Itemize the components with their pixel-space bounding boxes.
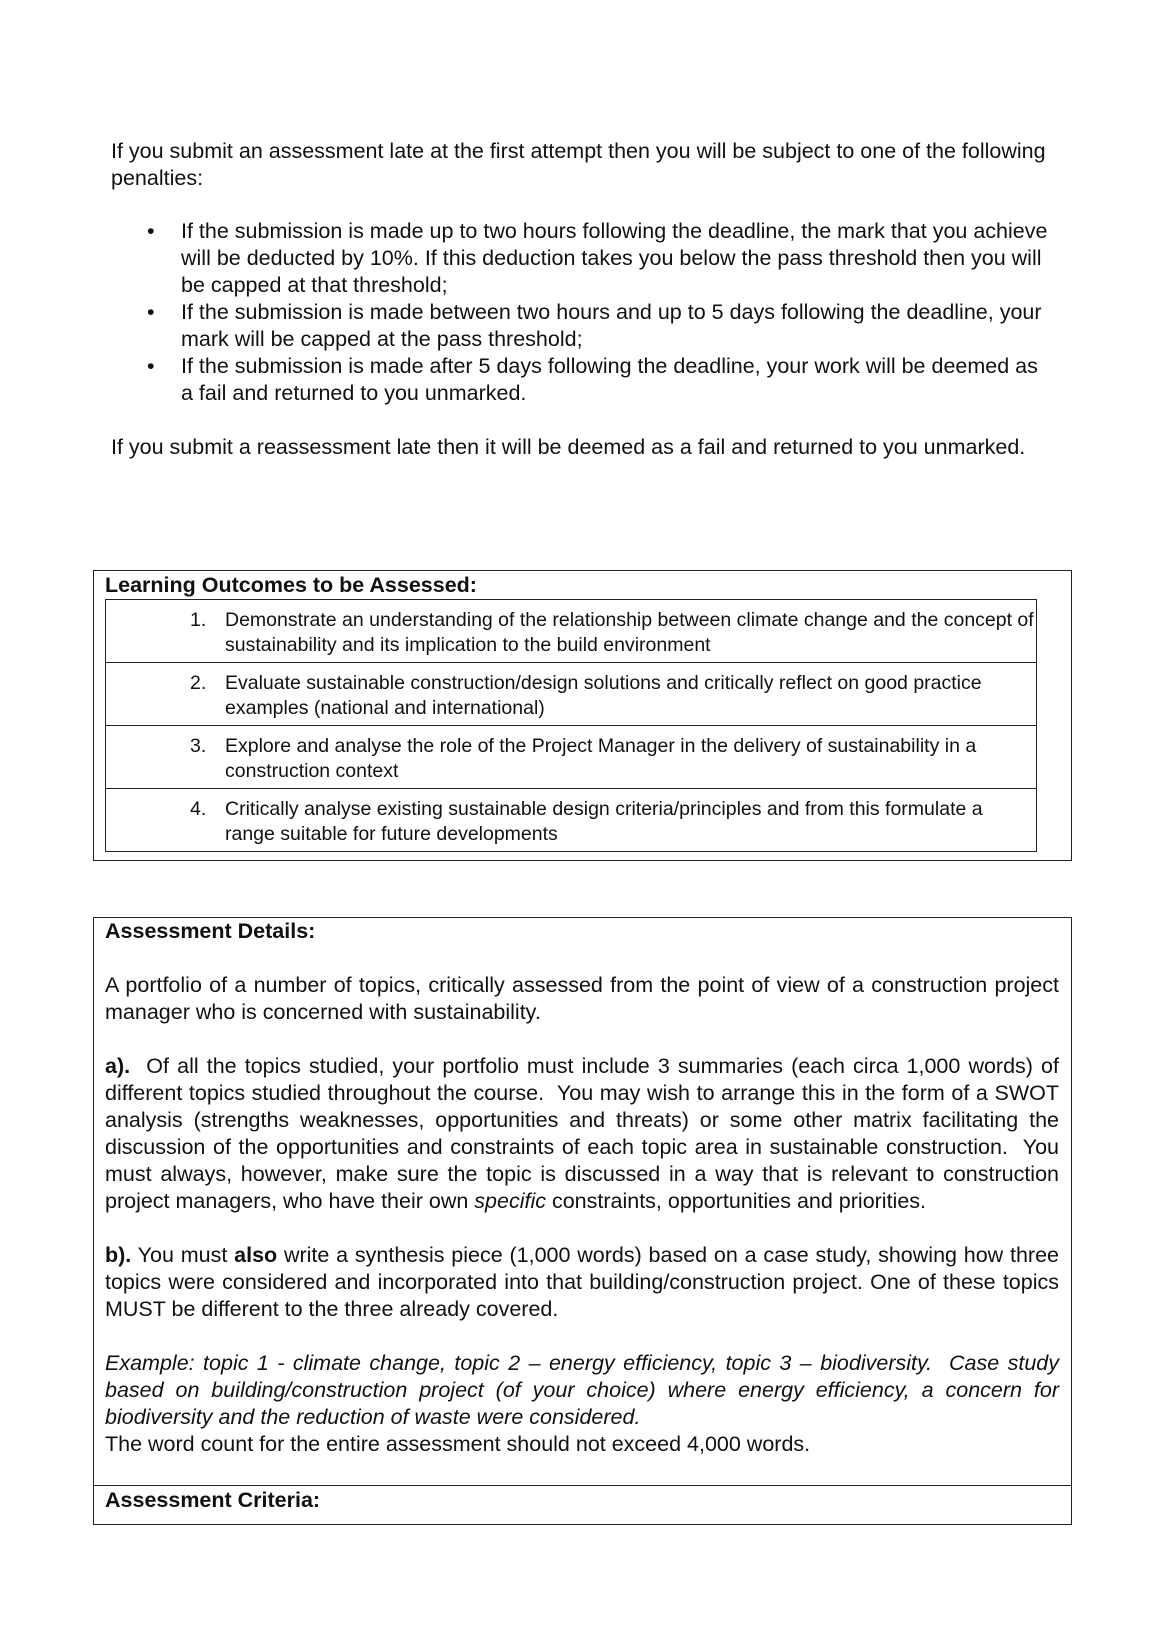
assessment-details-content: [105, 918, 1065, 1458]
penalty-item: [111, 218, 1051, 299]
part-b-emphasis: also: [234, 1243, 278, 1267]
outcome-cell: [106, 600, 1037, 663]
part-a-text-end: constraints, opportunities and priorities.: [545, 1189, 927, 1213]
outcome-number: 4.: [190, 798, 207, 820]
word-count-note: The word count for the entire assessment should not exceed 4,000 words.: [105, 1432, 811, 1456]
assessment-criteria-title: Assessment Criteria:: [105, 1488, 321, 1512]
assessment-details-box: [93, 917, 1072, 1525]
penalty-text: If the submission is made up to two hours following the deadline, the mark that you achieve will be deducted by 10%. If this deduction takes you below the pass threshold then you will be capped at that threshold;: [181, 219, 1048, 297]
part-b-label: b).: [105, 1243, 132, 1267]
penalty-item: [111, 299, 1051, 353]
part-a-emphasis: specific: [474, 1189, 546, 1213]
part-a-paragraph: [105, 1053, 1065, 1215]
late-policy-intro: If you submit an assessment late at the first attempt then you will be subject to one of the following penalties:: [111, 139, 1046, 190]
penalty-item: [111, 353, 1051, 407]
assessment-overview: A portfolio of a number of topics, critically assessed from the point of view of a construction project manager who is concerned with sustainability.: [105, 973, 1059, 1024]
penalty-text: If the submission is made between two hours and up to 5 days following the deadline, your mark will be capped at the pass threshold;: [181, 300, 1042, 351]
bullet-icon: •: [147, 354, 155, 378]
learning-outcomes-title: Learning Outcomes to be Assessed:: [105, 573, 477, 597]
outcome-cell: [106, 726, 1037, 789]
part-b-paragraph: [105, 1242, 1065, 1323]
learning-outcomes-box: [93, 570, 1072, 861]
outcome-text: Evaluate sustainable construction/design solutions and critically reflect on good practice examples (national and international): [225, 672, 982, 719]
outcome-cell: [106, 789, 1037, 852]
outcome-text: Explore and analyse the role of the Project Manager in the delivery of sustainability in a construction context: [225, 735, 977, 782]
penalty-text: If the submission is made after 5 days following the deadline, your work will be deemed as a fail and returned to you unmarked.: [181, 354, 1038, 405]
outcome-text: Critically analyse existing sustainable design criteria/principles and from this formulate a range suitable for future developments: [225, 798, 983, 845]
penalty-list: [111, 218, 1051, 407]
example-paragraph: [105, 1350, 1065, 1431]
part-b-text-end: write a synthesis piece (1,000 words) based on a case study, showing how three topics were considered and incorporated into that building/construction project. One of these topics MUST be different to the three already covered.: [105, 1243, 1065, 1321]
outcome-number: 2.: [190, 672, 207, 694]
outcome-number: 3.: [190, 735, 207, 757]
bullet-icon: •: [147, 219, 155, 243]
example-text: Example: topic 1 - climate change, topic 2 – energy efficiency, topic 3 – biodiversity. Case study based on building/construction project (of your choice) where energy efficiency, a concern for biodiversity and the reduction of waste were considered.: [105, 1351, 1065, 1429]
outcome-text: Demonstrate an understanding of the relationship between climate change and the concept of sustainability and its implication to the build environment: [225, 609, 1034, 656]
part-b-text: You must: [131, 1243, 235, 1267]
part-a-label: a).: [105, 1054, 131, 1078]
bullet-icon: •: [147, 300, 155, 324]
reassessment-note: If you submit a reassessment late then it will be deemed as a fail and returned to you unmarked.: [111, 435, 1026, 459]
outcome-number: 1.: [190, 609, 207, 631]
learning-outcomes-table: [105, 599, 1037, 852]
assessment-details-title: Assessment Details:: [105, 919, 316, 943]
outcome-cell: [106, 663, 1037, 726]
part-a-text: Of all the topics studied, your portfolio must include 3 summaries (each circa 1,000 words) of different topics studied throughout the course. You may wish to arrange this in the form of a SWOT analysis (strengths weaknesses, opportunities and threats) or some other matrix facilitating the discussion of the opportunities and constraints of each topic area in sustainable construction. You must always, however, make sure the topic is discussed in a way that is relevant to construction project managers, who have their own: [105, 1054, 1065, 1213]
